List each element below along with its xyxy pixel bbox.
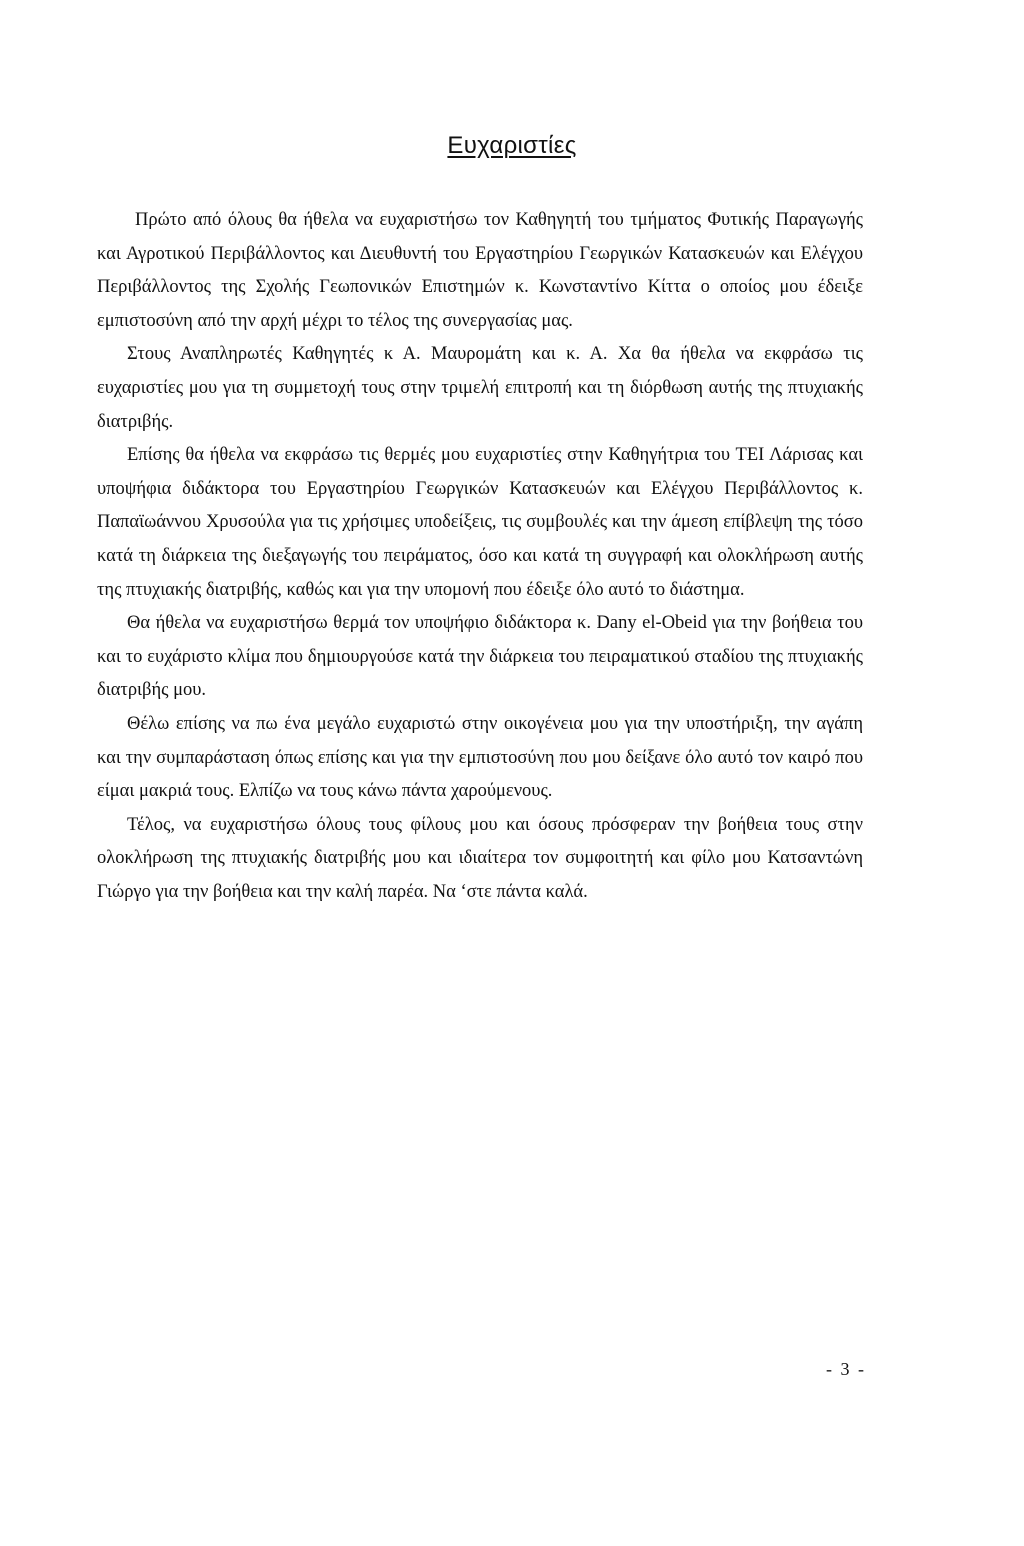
paragraph: Τέλος, να ευχαριστήσω όλους τους φίλους μου και όσους πρόσφεραν την βοήθεια τους στην ολοκλήρωση της πτυχιακής διατριβής μου και ιδιαίτερα τον συμφοιτητή και φίλο μου Κατσαντώνη Γιώργο για την βοήθεια και την καλή παρέα. Να ‘στε πάντα καλά.	[97, 814, 863, 902]
paragraph: Θα ήθελα να ευχαριστήσω θερμά τον υποψήφιο διδάκτορα κ. Dany el-Obeid για την βοήθεια του και το ευχάριστο κλίμα που δημιουργούσε κατά την διάρκεια του πειραματικού σταδίου της πτυχιακής διατριβής μου.	[97, 613, 863, 701]
paragraph: Θέλω επίσης να πω ένα μεγάλο ευχαριστώ στην οικογένεια μου για την υποστήριξη, την αγάπη και την συμπαράσταση όπως επίσης και για την εμπιστοσύνη που μου δείξανε όλο αυτό τον καιρό που είμαι μακριά τους. Ελπίζω να τους κάνω πάντα χαρούμενους.	[97, 713, 863, 802]
paragraph: Επίσης θα ήθελα να εκφράσω τις θερμές μου ευχαριστίες στην Καθηγήτρια του ΤΕΙ Λάρισας και υποψήφια διδάκτορα του Εργαστηρίου Γεωργικών Κατασκευών και Ελέγχου Περιβάλλοντος κ. Παπαϊωάννου Χρυσούλα για τις χρήσιμες υποδείξεις, τις συμβουλές και την άμεση επίβλεψη της τόσο κατά τη διάρκεια της διεξαγωγής του πειράματος, όσο και κατά τη συγγραφή και ολοκλήρωση αυτής της πτυχιακής διατριβής, καθώς και για την υπομονή που έδειξε όλο αυτό το διάστημα.	[97, 445, 863, 600]
paragraph: Πρώτο από όλους θα ήθελα να ευχαριστήσω τον Καθηγητή του τμήματος Φυτικής Παραγωγής και Αγροτικού Περιβάλλοντος και Διευθυντή του Εργαστηρίου Γεωργικών Κατασκευών και Ελέγχου Περιβάλλοντος της Σχολής Γεωπονικών Επιστημών κ. Κωνσταντίνο Κίττα ο οποίος μου έδειξε εμπιστοσύνη από την αρχή μέχρι το τέλος της συνεργασίας μας.	[97, 210, 863, 331]
page-number: - 3 -	[826, 1359, 866, 1379]
acknowledgements-body	[97, 204, 863, 909]
paragraph: Στους Αναπληρωτές Καθηγητές κ Α. Μαυρομάτη και κ. Α. Χα θα ήθελα να εκφράσω τις ευχαριστίες μου για τη συμμετοχή τους στην τριμελή επιτροπή και τη διόρθωση αυτής της πτυχιακής διατριβής.	[97, 344, 863, 432]
page-title: Ευχαριστίες	[447, 132, 577, 159]
